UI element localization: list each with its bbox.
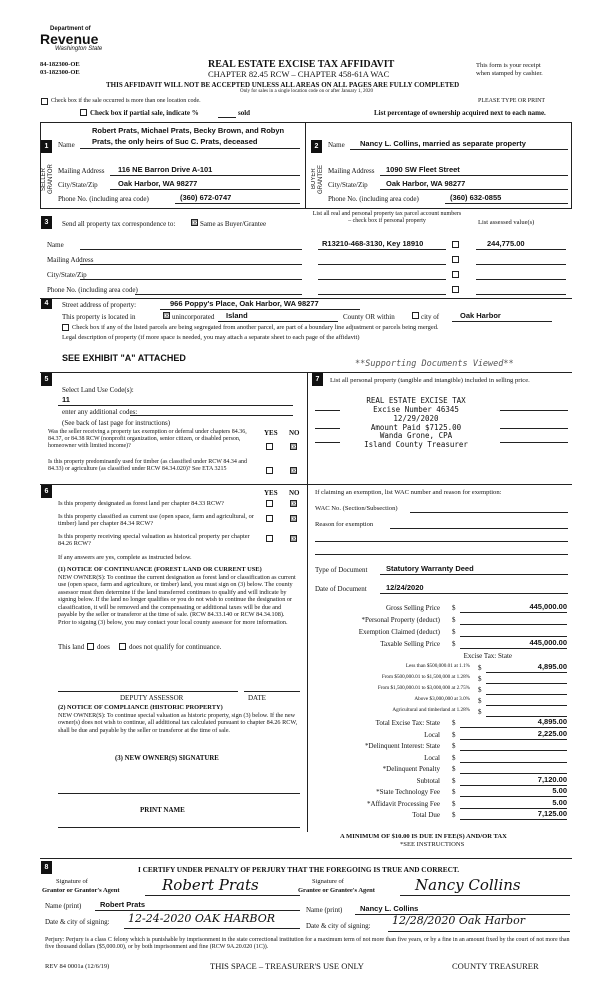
seller-phone-label: Phone No. (including area code) [58,195,149,203]
tax-total-1-label: Local [424,730,440,739]
tax-row-3-value[interactable]: 445,000.00 [529,638,567,647]
new-owner-signature-label: (3) NEW OWNER(S) SIGNATURE [115,755,219,762]
excise-state-label: Excise Tax: State [463,652,512,660]
parcel-number[interactable]: R13210-468-3130, Key 18910 [322,239,424,248]
legal-label: Legal description of property (if more space is needed, you may attach a separate sheet to each page of the affidavit) [62,334,360,341]
s6-q1-yes[interactable] [266,500,273,507]
notice-1-title: (1) NOTICE OF CONTINUANCE (FOREST LAND OR CURRENT USE) [58,566,262,573]
tax-row-3-dollar: $ [452,640,456,648]
seller-name-line2[interactable]: Prats, the only heirs of Suc C. Prats, deceased [92,137,258,146]
land-use-code[interactable]: 11 [62,395,70,404]
grantee-signature[interactable]: Nancy Collins [415,876,521,894]
tax-bracket-1-label: From $500,000.01 to $1,500,000 at 1.28% [381,674,470,680]
tax-row-2-dollar: $ [452,628,456,636]
tax-total-0-dollar: $ [452,719,456,727]
perjury-notice: Perjury: Perjury is a class C felony which is punishable by imprisonment in the state correctional institution for a maximum term of not more than five years, or by a fine in an amount fixed by the court of not more than five thousand dollars ($5,000.00), or by both imprisonment and fine (RCW 9A.20.020 (1C)). [45,937,570,951]
grantee-agent-label: Grantee or Grantee's Agent [298,887,375,894]
section-8-badge: 8 [41,861,52,874]
seller-mail[interactable]: 116 NE Barron Drive A-101 [118,165,213,174]
tax-total-4-label: *Delinquent Penalty [382,765,440,773]
grantee-name[interactable]: Nancy L. Collins [360,904,419,913]
tax-total-0-value[interactable]: 4,895.00 [537,717,567,726]
tax-bracket-0-dollar: $ [478,664,482,672]
partial-sale-label: Check box if partial sale, indicate % [90,109,199,117]
print-note: PLEASE TYPE OR PRINT [478,98,546,104]
assessed-value[interactable]: 244,775.00 [487,239,525,248]
doc-type[interactable]: Statutory Warranty Deed [386,564,474,573]
section-1-badge: 1 [41,140,52,153]
seller-side-label: SELLER GRANTOR [41,164,54,194]
corr-name-label: Name [47,241,64,249]
partial-sale-sold: sold [238,109,251,117]
section-5-badge: 5 [41,373,52,386]
property-street[interactable]: 966 Poppy's Place, Oak Harbor, WA 98277 [170,299,319,308]
form-number: REV 84 0001a (12/6/19) [45,963,110,970]
grantor-date-city[interactable]: 12-24-2020 OAK HARBOR [128,912,276,925]
tax-total-5-label: Subtotal [416,776,440,785]
tax-total-6-value[interactable]: 5.00 [552,786,567,795]
tax-bracket-3-label: Above $3,000,000 at 3.0% [414,696,470,702]
partial-sale-checkbox[interactable] [80,109,87,116]
county-treasurer-label: COUNTY TREASURER [452,961,539,971]
deputy-assessor-label: DEPUTY ASSESSOR [120,694,184,702]
percent-note: List percentage of ownership acquired next to each name. [374,109,546,117]
s6-q1-no[interactable]: ☒ [291,500,298,508]
s5-q1-yes[interactable] [266,443,273,450]
tax-total-6-label: *State Technology Fee [376,788,440,796]
tax-total-2-label: *Delinquent Interest: State [364,742,440,750]
tax-row-0-label: Gross Selling Price [385,604,440,612]
tax-row-2-label: Exemption Claimed (deduct) [358,628,440,636]
grantee-sig-of: Signature of [312,878,344,885]
additional-codes-label: enter any additional codes: [62,408,138,416]
grantor-signature[interactable]: Robert Prats [162,876,259,894]
section-6-badge: 6 [41,485,52,498]
city-of-label: city of [421,313,440,321]
section-7-badge: 7 [312,373,323,386]
segregate-label: Check box if any of the listed parcels are being segregated from another parcel, are part of a boundary line adjustment or parcels being merged. [72,324,439,331]
street-label: Street address of property: [62,301,137,309]
notice-2-title: (2) NOTICE OF COMPLIANCE (HISTORIC PROPERTY) [58,704,223,711]
s6-question-1: Is this property designated as forest land per chapter 84.33 RCW? [58,500,224,507]
correspondence-label: Send all property tax correspondence to: [62,220,176,228]
tax-bracket-4-dollar: $ [478,708,482,716]
section-2-badge: 2 [311,140,322,153]
multi-location-checkbox[interactable] [41,98,48,105]
tax-total-7-value[interactable]: 5.00 [552,797,567,807]
form-code-2: 03-182300-OE [40,69,80,76]
personal-property-label: List all personal property (tangible and intangible) included in selling price. [330,377,530,384]
grantee-date-label: Date & city of signing: [306,922,371,930]
stamp-line-1: REAL ESTATE EXCISE TAX [366,396,466,405]
tax-bracket-4-label: Agricultural and timberland at 1.28% [392,707,470,713]
segregate-checkbox[interactable] [62,324,69,331]
tax-total-5-value[interactable]: 7,120.00 [537,774,567,784]
buyer-mail-label: Mailing Address [328,167,375,175]
property-city[interactable]: Oak Harbor [460,311,501,320]
tax-bracket-1-dollar: $ [478,675,482,683]
dept-line: Department of [50,26,91,32]
section-4-badge: 4 [41,299,52,309]
receipt-line-2: when stamped by cashier. [476,70,543,77]
buyer-phone[interactable]: (360) 632-0855 [450,193,502,202]
buyer-phone-label: Phone No. (including area code) [328,195,419,203]
reason-label: Reason for exemption [315,521,374,528]
seller-mail-label: Mailing Address [58,167,105,175]
corr-city-label: City/State/Zip [47,271,87,279]
tax-total-8-dollar: $ [452,811,456,819]
s5-q2-no[interactable]: ☒ [291,467,298,475]
s6-question-2: Is this property classified as current use (open space, farm and agricultural, or timber) land per chapter 84.34 RCW? [58,513,254,528]
doc-type-label: Type of Document [315,566,368,574]
s6-question-3: Is this property receiving special valuation as historical property per chapter 84.26 RCW? [58,533,250,548]
stamp-line-2: Excise Number 46345 [373,404,459,414]
s5-q2-yes[interactable] [266,467,273,474]
county-name[interactable]: Island [226,311,248,320]
treasurer-use-label: THIS SPACE – TREASURER'S USE ONLY [210,961,364,971]
buyer-name[interactable]: Nancy L. Collins, married as separate property [360,139,526,148]
city-of-checkbox[interactable] [412,312,419,319]
grantor-agent-label: Grantor or Grantor's Agent [42,887,120,894]
parcel-4-personal-checkbox[interactable] [452,286,459,293]
multi-location-label: Check box if the sale occurred is more than one location code. [51,98,201,104]
parcel-3-personal-checkbox[interactable] [452,271,459,278]
stamp-line-6: Island County Treasurer [364,440,468,450]
seller-phone[interactable]: (360) 672-0747 [180,193,232,202]
tax-total-1-value[interactable]: 2,225.00 [537,728,567,738]
form-code-1: 84-182300-OE [40,61,80,68]
seller-name-label: Name [58,141,75,149]
s5-q1-no[interactable]: ☒ [291,443,298,451]
doc-date[interactable]: 12/24/2020 [386,583,424,592]
unincorporated-label: unincorporated [172,313,215,321]
county-or-label: County OR within [343,313,395,321]
seller-city[interactable]: Oak Harbor, WA 98277 [118,179,198,188]
located-label: This property is located in [62,313,136,321]
grantor-name[interactable]: Robert Prats [100,900,146,909]
notice-1-body: NEW OWNER(S): To continue the current designation as forest land or classification as current use (open space, farm and agriculture, or timber) land, you must sign on (3) below. The county assessor must then determine if the land transferred continues to qualify and will indicate by signing below. If the land no longer qualifies or you do not wish to continue the designation or classification, it will be removed and the compensating or additional taxes will be due and payable by the seller or transferor at the time of sale. (RCW 84.33.140 or RCW 84.34.108). Prior to signing (3) below, you may contact your local county assessor for more information. [58,574,296,626]
tax-total-1-dollar: $ [452,730,456,739]
s6-q3-yes[interactable] [266,535,273,542]
notice-2-body: NEW OWNER(S): To continue special valuation as historic property, sign (3) below. If the new owner(s) does not wish to continue, all additional tax calculated pursuant to chapter 84.26 RCW, shall be due and payable by the seller or transferor at the time of sale. [58,712,298,734]
seller-name-line1[interactable]: Robert Prats, Michael Prats, Becky Brown, and Robyn [92,126,285,135]
tax-row-1-dollar: $ [452,616,456,624]
assessor-date-label: DATE [248,694,266,702]
parcel-2-personal-checkbox[interactable] [452,256,459,263]
s6-yes-header: YES [264,489,278,497]
stamp-line-3: 12/29/2020 [393,413,439,423]
does-label: does [97,643,110,651]
tax-total-8-value[interactable]: 7,125.00 [537,809,567,818]
exemption-label: If claiming an exemption, list WAC number and reason for exemption: [315,489,502,496]
buyer-name-label: Name [328,141,345,149]
chapter-line: CHAPTER 82.45 RCW – CHAPTER 458-61A WAC [208,69,390,79]
see-instructions: *SEE INSTRUCTIONS [400,841,465,848]
buyer-city-label: City/State/Zip [328,181,368,189]
does-not-checkbox[interactable] [119,643,126,650]
print-name-label: PRINT NAME [140,806,185,814]
buyer-mail[interactable]: 1090 SW Fleet Street [386,165,460,174]
s6-if-yes: If any answers are yes, complete as instructed below. [58,554,192,561]
warning: THIS AFFIDAVIT WILL NOT BE ACCEPTED UNLESS ALL AREAS ON ALL PAGES ARE FULLY COMPLETED [106,81,460,89]
grantor-sig-of: Signature of [56,878,88,885]
land-use-label: Select Land Use Code(s): [62,386,134,394]
unincorporated-checkbox[interactable]: ☒ [164,312,171,320]
page-title: REAL ESTATE EXCISE TAX AFFIDAVIT [208,59,395,70]
tax-row-1-label: *Personal Property (deduct) [361,616,440,624]
tax-total-6-dollar: $ [452,788,456,796]
s6-q2-yes[interactable] [266,515,273,522]
grantee-date-city[interactable]: 12/28/2020 Oak Harbor [392,914,525,927]
stamp-line-5: Wanda Grone, CPA [379,431,453,441]
tax-total-2-dollar: $ [452,742,456,750]
certify-statement: I CERTIFY UNDER PENALTY OF PERJURY THAT THE FOREGOING IS TRUE AND CORRECT. [138,865,460,874]
tax-row-3-label: Taxable Selling Price [380,640,440,648]
buyer-side-label: BUYER GRANTEE [311,164,324,194]
tax-bracket-0-label: Less than $500,000.01 at 1.1% [405,663,470,669]
s6-no-header: NO [289,489,300,497]
tax-total-7-label: *Affidavit Processing Fee [367,799,440,808]
assessed-heading: List assessed value(s) [478,219,535,226]
tax-total-0-label: Total Excise Tax: State [375,719,440,727]
tax-bracket-2-label: From $1,500,000.01 to $3,000,000 at 2.75% [377,685,470,691]
seller-city-label: City/State/Zip [58,181,98,189]
parcel-list-heading: List all real and personal property tax parcel account numbers – check box if personal property [312,211,462,224]
receipt-line-1: This form is your receipt [476,62,541,69]
s5-question-1: Was the seller receiving a property tax exemption or deferral under chapters 84.36, 84.37, or 84.38 RCW (nonprofit organization, senior citizen, or disabled person, homeowner with limited income)? [48,429,247,449]
tax-total-8-label: Total Due [412,811,440,819]
s6-q2-no[interactable]: ☒ [291,515,298,523]
treasurer-stamp [356,397,476,450]
parcel-1-personal-checkbox[interactable] [452,241,459,248]
see-back-label: (See back of last page for instructions) [62,419,171,427]
tax-total-3-dollar: $ [452,753,456,762]
tax-total-7-dollar: $ [452,799,456,808]
dept-logo: Revenue [40,31,99,47]
s5-question-2: Is this property predominantly used for timber (as classified under RCW 84.34 and 84.33) or agriculture (as classified under RCW 84.34.020)? See ETA 3215 [48,459,248,472]
does-not-label: does not qualify for continuance. [129,643,222,651]
grantee-name-label: Name (print) [306,906,343,914]
same-as-buyer-checkbox[interactable]: ☒ [192,219,199,227]
tax-row-0-value[interactable]: 445,000.00 [529,602,567,611]
s5-no-header: NO [289,429,300,437]
same-as-buyer-label: Same as Buyer/Grantee [200,220,267,228]
tax-row-0-dollar: $ [452,604,456,612]
only-for: Only for sales in a single location code on or after January 1, 2020 [240,89,374,94]
s5-yes-header: YES [264,429,278,437]
section-3-badge: 3 [41,216,52,229]
buyer-city[interactable]: Oak Harbor, WA 98277 [386,179,466,188]
grantor-name-label: Name (print) [45,902,82,910]
tax-total-3-label: Local [424,753,440,762]
minimum-notice: A MINIMUM OF $10.00 IS DUE IN FEE(S) AND/OR TAX [340,833,507,840]
dept-state: Washington State [55,46,103,52]
stamp-line-4: Amount Paid $7125.00 [370,422,462,432]
wac-label: WAC No. (Section/Subsection) [315,505,398,512]
does-checkbox[interactable] [87,643,94,650]
tax-bracket-3-dollar: $ [478,697,482,705]
corr-phone-label: Phone No. (including area code) [47,286,138,294]
s6-q3-no[interactable]: ☒ [291,535,298,543]
corr-mail-label: Mailing Address [47,256,94,264]
tax-total-5-dollar: $ [452,776,456,785]
tax-bracket-2-dollar: $ [478,686,482,694]
grantor-date-label: Date & city of signing: [45,918,110,926]
see-exhibit: SEE EXHIBIT "A" ATTACHED [62,353,186,363]
tax-bracket-0-value[interactable]: 4,895.00 [537,662,567,671]
this-land-label: This land [58,643,85,651]
supporting-docs-stamp: **Supporting Documents Viewed** [355,359,514,369]
doc-date-label: Date of Document [315,585,367,593]
tax-total-4-dollar: $ [452,765,456,773]
